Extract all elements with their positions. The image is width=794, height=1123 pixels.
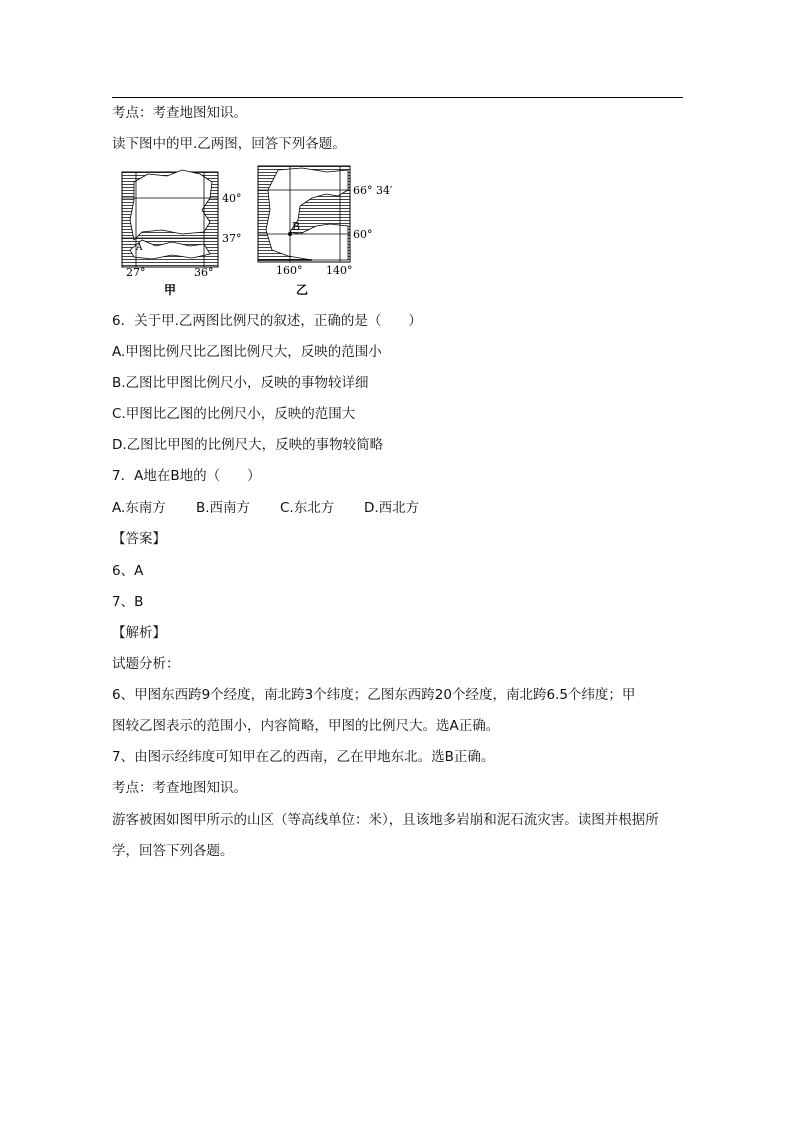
- explanation-6-line-1: 6、甲图东西跨9个经度，南北跨3个纬度；乙图东西跨20个经度，南北跨6.5个纬度；甲: [112, 687, 636, 703]
- question-6-option-b: B.乙图比甲图比例尺小，反映的事物较详细: [112, 375, 369, 391]
- explanation-6-line-2: 图较乙图表示的范围小，内容简略，甲图的比例尺大。选A正确。: [112, 718, 500, 734]
- question-6-option-d: D.乙图比甲图的比例尺大，反映的事物较简略: [112, 437, 384, 453]
- question-7-option-c: C.东北方: [280, 500, 335, 516]
- header-rule: [112, 97, 683, 98]
- question-6: 6．关于甲.乙两图比例尺的叙述，正确的是（ ）: [112, 313, 422, 329]
- kaodian-line: 考点：考查地图知识。: [112, 105, 247, 121]
- answer-6: 6、A: [112, 563, 144, 579]
- question-7-option-d: D.西北方: [364, 500, 420, 516]
- jia-yi-map-figure: [112, 160, 392, 300]
- jia-lat-top: 40°: [222, 192, 242, 205]
- explanation-7: 7、由图示经纬度可知甲在乙的西南，乙在甲地东北。选B正确。: [112, 749, 495, 765]
- jia-caption: 甲: [164, 283, 177, 297]
- yi-lat-top: 66° 34′: [353, 184, 392, 197]
- intro-2-line-1: 游客被困如图甲所示的山区（等高线单位：米），且该地多岩崩和泥石流灾害。读图并根据所: [112, 812, 659, 828]
- analysis-heading: 【解析】: [112, 625, 166, 641]
- yi-lon-right: 140°: [326, 264, 353, 277]
- analysis-intro: 试题分析：: [112, 656, 180, 672]
- yi-caption: 乙: [296, 283, 309, 297]
- yi-lat-bottom: 60°: [353, 228, 373, 241]
- intro-2-line-2: 学，回答下列各题。: [112, 843, 234, 859]
- question-7: 7．A地在B地的（ ）: [112, 468, 261, 484]
- point-b-label: B: [292, 220, 301, 233]
- question-6-option-a: A.甲图比例尺比乙图比例尺大，反映的范围小: [112, 344, 382, 360]
- kaodian-line-2: 考点：考查地图知识。: [112, 780, 247, 796]
- jia-lon-left: 27°: [126, 266, 146, 279]
- question-6-option-c: C.甲图比乙图的比例尺小，反映的范围大: [112, 406, 356, 422]
- jia-lat-bottom: 37°: [222, 232, 242, 245]
- answer-heading: 【答案】: [112, 531, 166, 547]
- intro-line: 读下图中的甲.乙两图，回答下列各题。: [112, 136, 346, 152]
- point-a-label: A: [136, 243, 143, 253]
- question-7-option-b: B.西南方: [196, 500, 251, 516]
- map-jia: [122, 170, 242, 297]
- question-7-option-a: A.东南方: [112, 500, 166, 516]
- jia-lon-right: 36°: [194, 266, 214, 279]
- map-yi: [258, 166, 392, 297]
- answer-7: 7、B: [112, 594, 144, 610]
- yi-lon-left: 160°: [276, 264, 303, 277]
